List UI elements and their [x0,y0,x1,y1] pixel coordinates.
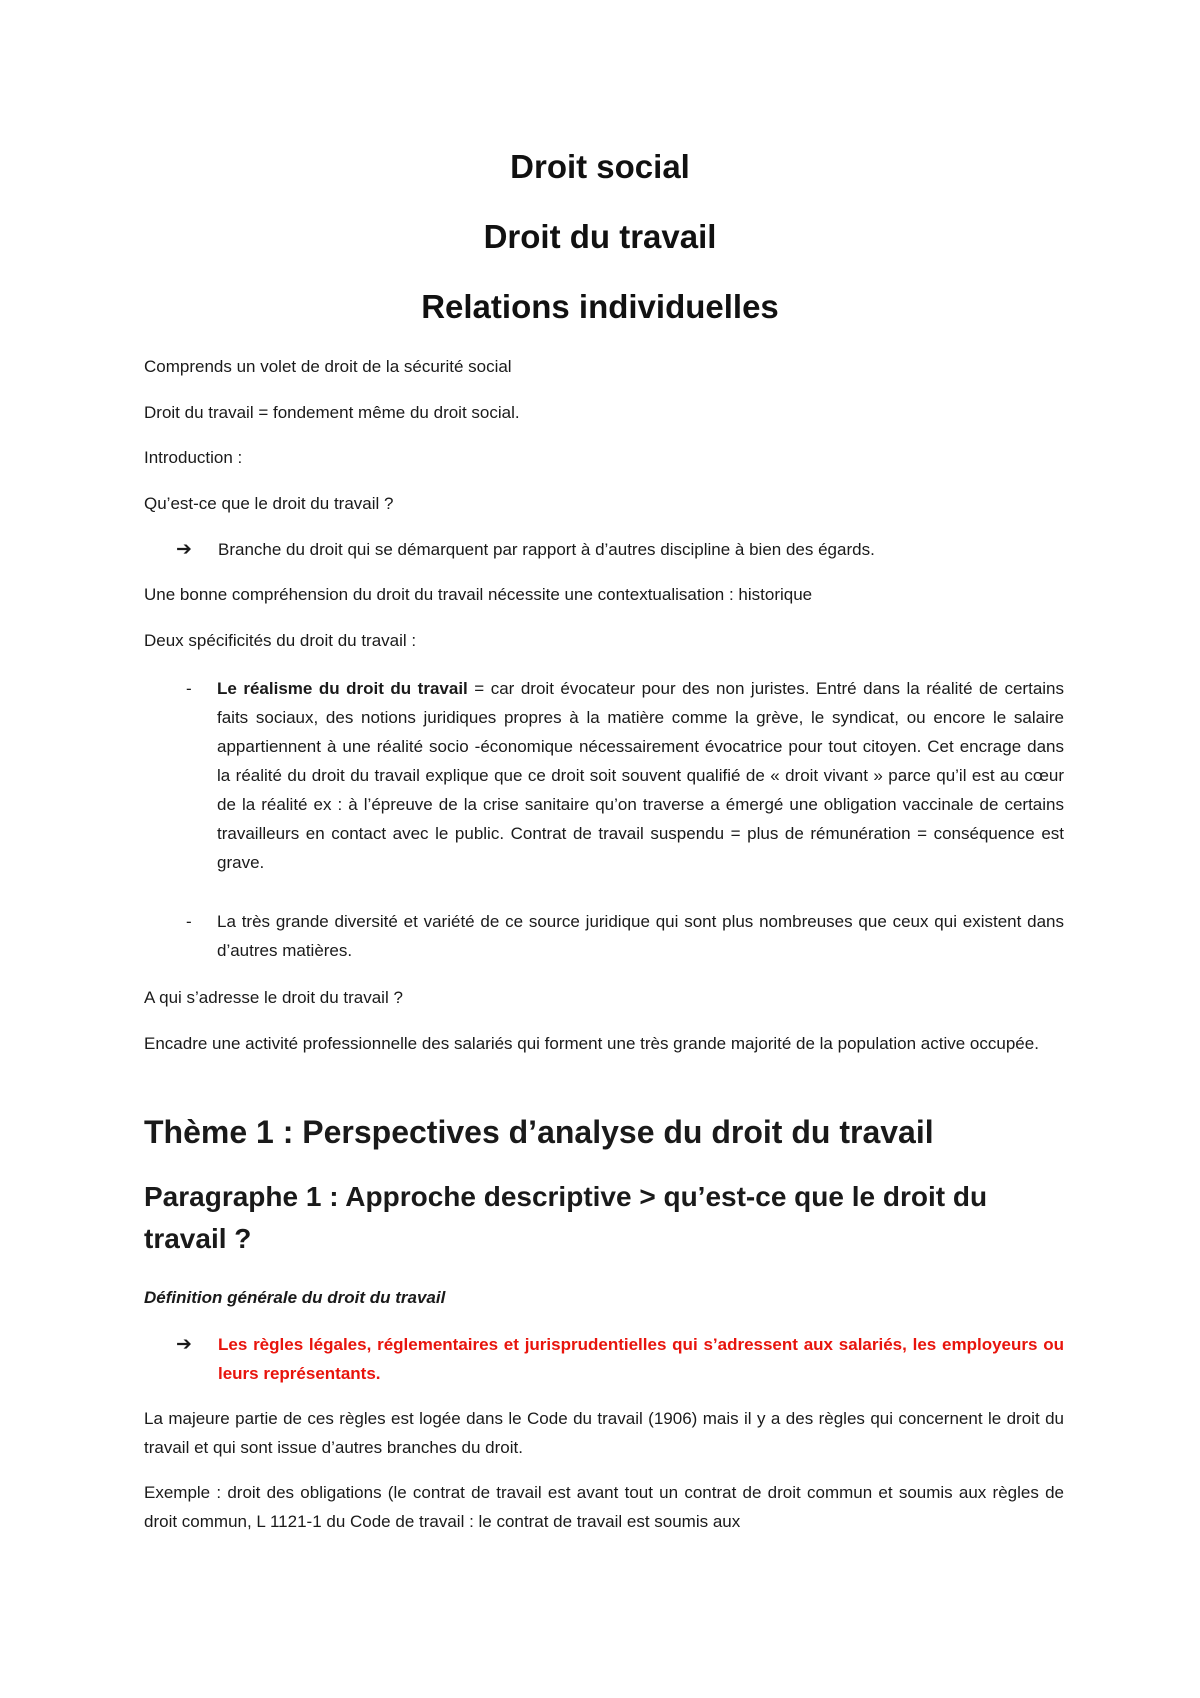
paragraph-contextualisation: Une bonne compréhension du droit du travail nécessite une contextualisation : historique [144,585,813,604]
list-dash: - [186,679,192,698]
bold-term: Le réalisme du droit du travail [217,679,468,698]
paragraph-specificites: Deux spécificités du droit du travail : [144,631,417,650]
list-item-rest: = car droit évocateur pour des non juristes. Entré dans la réalité de certains faits sociaux, des notions juridiques propres à la matière comme la grève, le syndicat, ou encore le salaire appartiennent à une réalité socio -économique nécessairement évocatrice pour tout citoyen. Cet encrage dans la réalité du droit du travail explique que ce droit soit souvent qualifié de « droit vivant » parce qu’il est au cœur de la réalité ex : à l’épreuve de la crise sanitaire qu’on traverse a émergé une obligation vaccinale de certains travailleurs en contact avec le public. Contrat de travail suspendu = plus de rémunération = conséquence est grave. [217,679,1065,872]
paragraph-a-qui: A qui s’adresse le droit du travail ? [144,988,403,1007]
title-droit-social: Droit social [510,148,690,185]
heading-paragraphe-1: Paragraphe 1 : Approche descriptive > qu’est-ce que le droit du travail ? [144,1181,988,1254]
arrow-right-icon: ➔ [176,1333,192,1355]
paragraph-code-du-travail: La majeure partie de ces règles est logée dans le Code du travail (1906) mais il y a des règles qui concernent le droit du travail et qui sont issue d’autres branches du droit. [144,1409,1064,1457]
arrow-point-text: Branche du droit qui se démarquent par rapport à d’autres discipline à bien des égards. [218,540,875,559]
subtitle-definition: Définition générale du droit du travail [144,1288,446,1307]
title-droit-du-travail: Droit du travail [483,218,717,255]
paragraph-encadre: Encadre une activité professionnelle des salariés qui forment une très grande majorité de la population active occupée. [144,1034,1039,1053]
arrow-right-icon: ➔ [176,538,192,560]
paragraph-question: Qu’est-ce que le droit du travail ? [144,494,394,513]
list-item-text: La très grande diversité et variété de ce source juridique qui sont plus nombreuses que ceux qui existent dans d’autres matières. [217,912,1064,960]
paragraph-fondement: Droit du travail = fondement même du droit social. [144,403,520,422]
arrow-point-definition-text: Les règles légales, réglementaires et jurisprudentielles qui s’adressent aux salariés, les employeurs ou leurs représentants. [218,1335,1064,1383]
paragraph-volet: Comprends un volet de droit de la sécurité social [144,357,512,376]
title-relations-individuelles: Relations individuelles [421,288,779,325]
paragraph-introduction-label: Introduction : [144,448,243,467]
heading-theme-1: Thème 1 : Perspectives d’analyse du droit du travail [144,1114,934,1150]
list-item-text [217,674,1064,877]
paragraph-exemple: Exemple : droit des obligations (le contrat de travail est avant tout un contrat de droit commun et soumis aux règles de droit commun, L 1121-1 du Code de travail : le contrat de travail est soumis aux [144,1483,1064,1531]
list-dash: - [186,912,192,931]
